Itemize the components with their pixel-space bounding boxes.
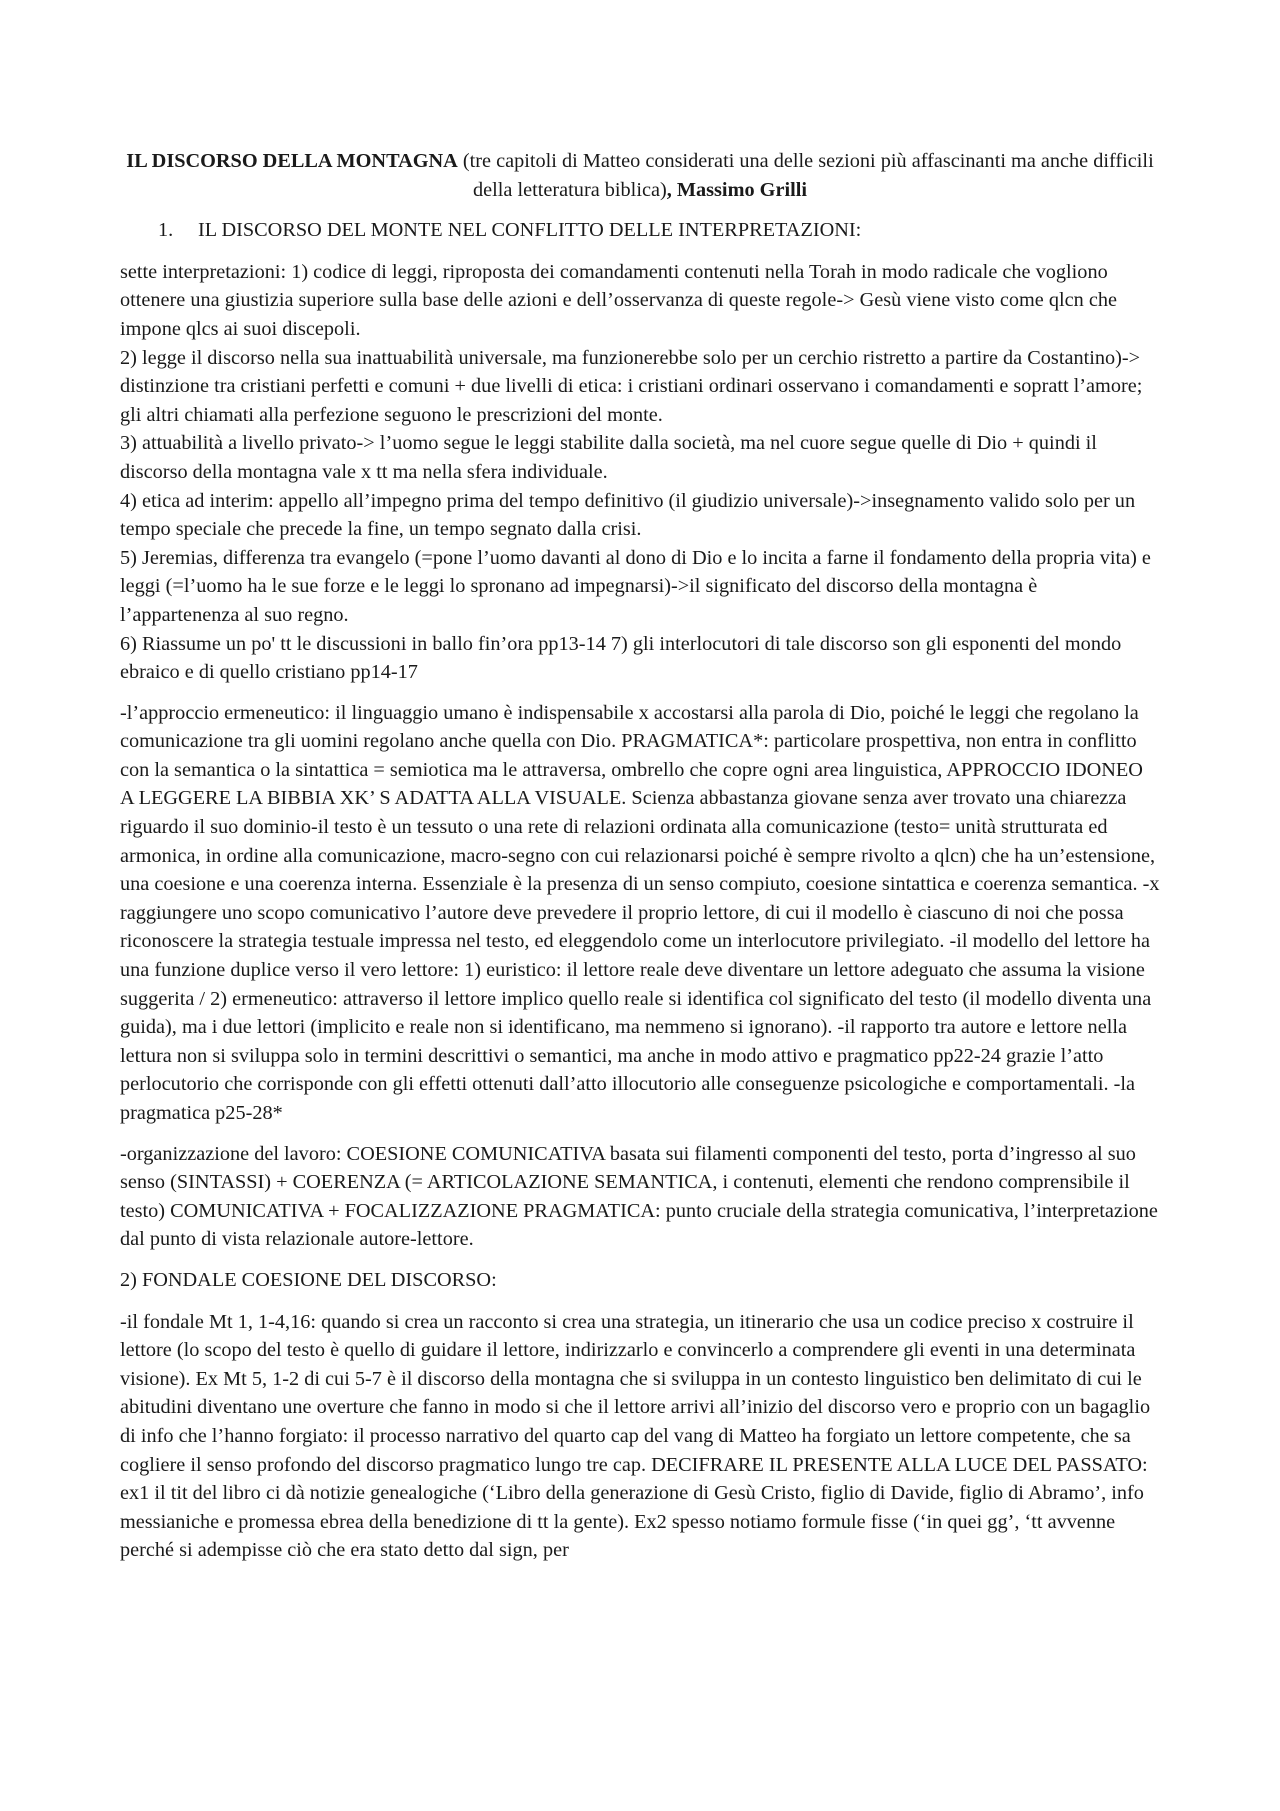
title-bold: IL DISCORSO DELLA MONTAGNA [126, 150, 458, 172]
section-1-number: 1. [158, 219, 174, 242]
interpretation-4: 4) etica ad interim: appello all’impegno prima del tempo definitivo (il giudizio universale)->insegnamento valido solo per un tempo speciale che precede la fine, un tempo segnato dalla crisi. [120, 489, 1136, 541]
document-title [120, 147, 1160, 204]
section-1-title: IL DISCORSO DEL MONTE NEL CONFLITTO DELLE INTERPRETAZIONI: [198, 219, 862, 242]
organization-paragraph: -organizzazione del lavoro: COESIONE COMUNICATIVA basata sui filamenti componenti del testo, porta d’ingresso al suo senso (SINTASSI) + COERENZA (= ARTICOLAZIONE SEMANTICA, i contenuti, elementi che rendono comprensibile il testo) COMUNICATIVA + FOCALIZZAZIONE PRAGMATICA: punto cruciale della strategia comunicativa, l’interpretazione dal punto di vista relazionale autore-lettore. [120, 1142, 1158, 1251]
interpretation-3: 3) attuabilità a livello privato-> l’uomo segue le leggi stabilite dalla società, ma nel cuore segue quelle di Dio + quindi il discorso della montagna vale x tt ma nella sfera individuale. [120, 432, 1097, 483]
section-2-heading: 2) FONDALE COESIONE DEL DISCORSO: [120, 1268, 497, 1291]
section-1-heading [120, 216, 1160, 245]
document-body [120, 147, 1160, 1565]
hermeneutic-paragraph: -l’approccio ermeneutico: il linguaggio umano è indispensabile x accostarsi alla parola di Dio, poiché le leggi che regolano la comunicazione tra gli uomini regolano anche quella con Dio. PRAGMATICA*: particolare prospettiva, non entra in conflitto con la semantica o la sintattica = semiotica ma le attraversa, ombrello che copre ogni area linguistica, APPROCCIO IDONEO A LEGGERE LA BIBBIA XK’ S ADATTA ALLA VISUALE. Scienza abbastanza giovane senza aver trovato una chiarezza riguardo il suo dominio-il testo è un tessuto o una rete di relazioni ordinata alla comunicazione (testo= unità strutturata ed armonica, in ordine alla comunicazione, macro-segno con cui relazionarsi poiché è sempre rivolto a qlcn) che ha un’estensione, una coesione e una coerenza interna. Essenziale è la presenza di un senso compiuto, coesione sintattica e coerenza semantica. -x raggiungere uno scopo comunicativo l’autore deve prevedere il proprio lettore, di cui il modello è ciascuno di noi che possa riconoscere la strategia testuale impressa nel testo, ed eleggendolo come un interlocutore privilegiato. -il modello del lettore ha una funzione duplice verso il vero lettore: 1) euristico: il lettore reale deve diventare un lettore adeguato che assuma la visione suggerita / 2) ermeneutico: attraverso il lettore implico quello reale si identifica col significato del testo (il modello diventa una guida), ma i due lettori (implicito e reale non si identificano, ma nemmeno si ignorano). -il rapporto tra autore e lettore nella lettura non si sviluppa solo in termini descrittivi o semantici, ma anche in modo attivo e pragmatico pp22-24 grazie l’atto perlocutorio che corrisponde con gli effetti ottenuti dall’atto illocutorio alle conseguenze psicologiche e comportamentali. -la pragmatica p25-28* [120, 701, 1160, 1124]
title-author: , Massimo Grilli [666, 178, 807, 201]
interpretation-6-7: 6) Riassume un po' tt le discussioni in ballo fin’ora pp13-14 7) gli interlocutori di tale discorso son gli esponenti del mondo ebraico e di quello cristiano pp14-17 [120, 632, 1122, 684]
intro-paragraph [120, 258, 1160, 687]
interpretation-1: sette interpretazioni: 1) codice di leggi, riproposta dei comandamenti contenuti nella Torah in modo radicale che vogliono ottenere una giustizia superiore sulla base delle azioni e dell’osservanza di queste regole-> Gesù viene visto come qlcn che impone qlcs ai suoi discepoli. [120, 260, 1117, 340]
background-paragraph: -il fondale Mt 1, 1-4,16: quando si crea un racconto si crea una strategia, un itinerario che usa un codice preciso x costruire il lettore (lo scopo del testo è quello di guidare il lettore, indirizzarlo e convincerlo a comprendere gli eventi in una determinata visione). Ex Mt 5, 1-2 di cui 5-7 è il discorso della montagna che si sviluppa in un contesto linguistico ben delimitato di cui le abitudini diventano une overture che fanno in modo si che il lettore arrivi all’inizio del discorso vero e proprio con un bagaglio di info che l’hanno forgiato: il processo narrativo del quarto cap del vang di Matteo ha forgiato un lettore competente, che sa cogliere il senso profondo del discorso pragmatico lungo tre cap. DECIFRARE IL PRESENTE ALLA LUCE DEL PASSATO: ex1 il tit del libro ci dà notizie genealogiche (‘Libro della generazione di Gesù Cristo, figlio di Davide, figlio di Abramo’, info messianiche e promessa ebrea della benedizione di tt la gente). Ex2 spesso notiamo formule fisse (‘in quei gg’, ‘tt avvenne perché si adempisse ciò che era stato detto dal sign, per [120, 1310, 1151, 1562]
interpretation-2: 2) legge il discorso nella sua inattuabilità universale, ma funzionerebbe solo per un cerchio ristretto a partire da Costantino)-> distinzione tra cristiani perfetti e comuni + due livelli di etica: i cristiani ordinari osservano i comandamenti e sopratt l’amore; gli altri chiamati alla perfezione seguono le prescrizioni del monte. [120, 346, 1143, 426]
title-subtitle: (tre capitoli di Matteo considerati una delle sezioni più affascinanti ma anche difficili della letteratura biblica) [457, 150, 1154, 201]
interpretation-5: 5) Jeremias, differenza tra evangelo (=pone l’uomo davanti al dono di Dio e lo incita a farne il fondamento della propria vita) e leggi (=l’uomo ha le sue forze e le leggi lo spronano ad impegnarsi)->il significato del discorso della montagna è l’appartenenza al suo regno. [120, 546, 1151, 626]
